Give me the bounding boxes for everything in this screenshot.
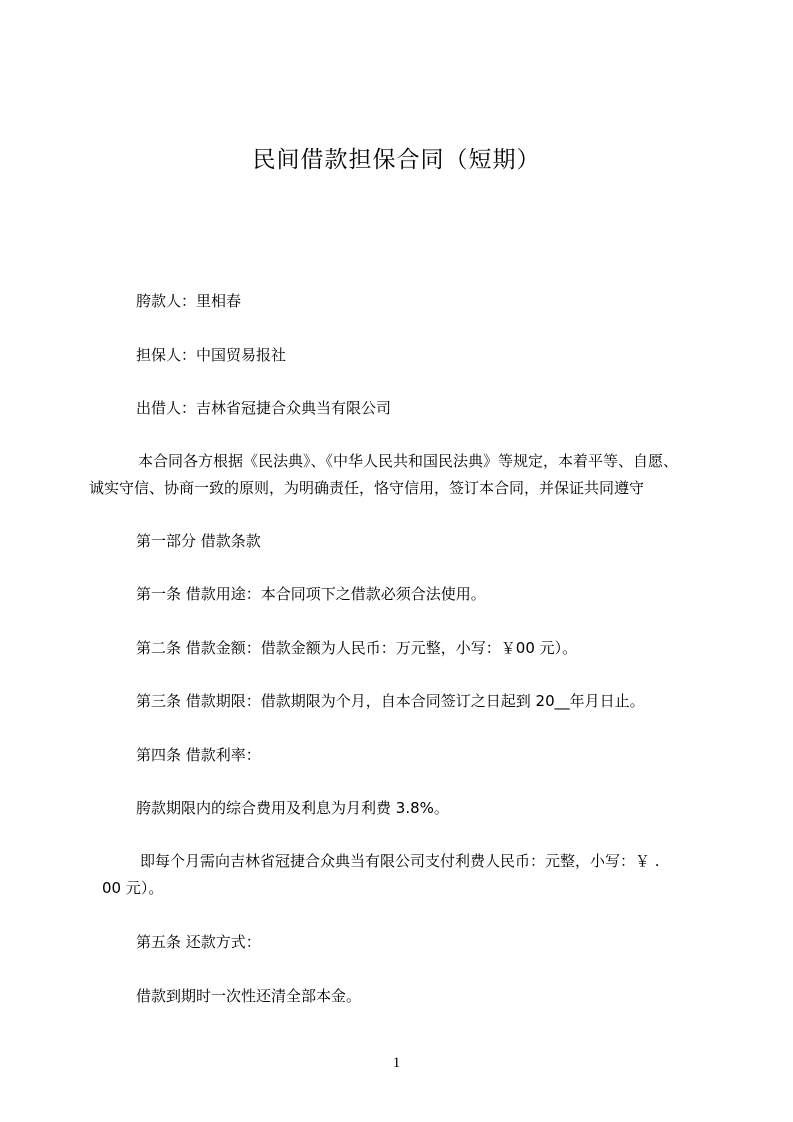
article-4-heading: 第四条 借款利率： [136,746,261,764]
borrower-line: 胯款人：里相春 [136,292,242,310]
page-number: 1 [392,1055,401,1071]
article-5-heading: 第五条 还款方式： [136,933,261,951]
payment-line-2: 00 元）。 [102,879,164,897]
article-4-text: 胯款期限内的综合费用及利息为月利费 3.8%。 [136,799,449,817]
lender-line: 出借人：吉林省冠捷合众典当有限公司 [136,399,392,417]
intro-paragraph [89,448,729,502]
article-3: 第三条 借款期限：借款期限为个月，自本合同签订之日起到 20__年月日止。 [136,692,645,710]
article-5-text: 借款到期时一次性还清全部本金。 [136,987,362,1005]
intro-line-2: 诚实守信、协商一致的原则，为明确责任，恪守信用，签订本合同，并保证共同遵守 [89,479,645,497]
article-2: 第二条 借款金额：借款金额为人民币：万元整，小写：￥00 元）。 [136,639,578,657]
article-1: 第一条 借款用途：本合同项下之借款必须合法使用。 [136,585,486,603]
part-one-heading: 第一部分 借款条款 [136,532,261,550]
guarantor-line: 担保人：中国贸易报社 [136,346,287,364]
document-title: 民间借款担保合同（短期） [252,147,541,173]
payment-line-1: 即每个月需向吉林省冠捷合众典当有限公司支付利费人民币：元整，小写：￥ . [140,852,660,870]
article-4-payment [89,848,729,902]
intro-line-1: 本合同各方根据《民法典》、《中华人民共和国民法典》等规定，本着平等、自愿、 [138,452,679,470]
